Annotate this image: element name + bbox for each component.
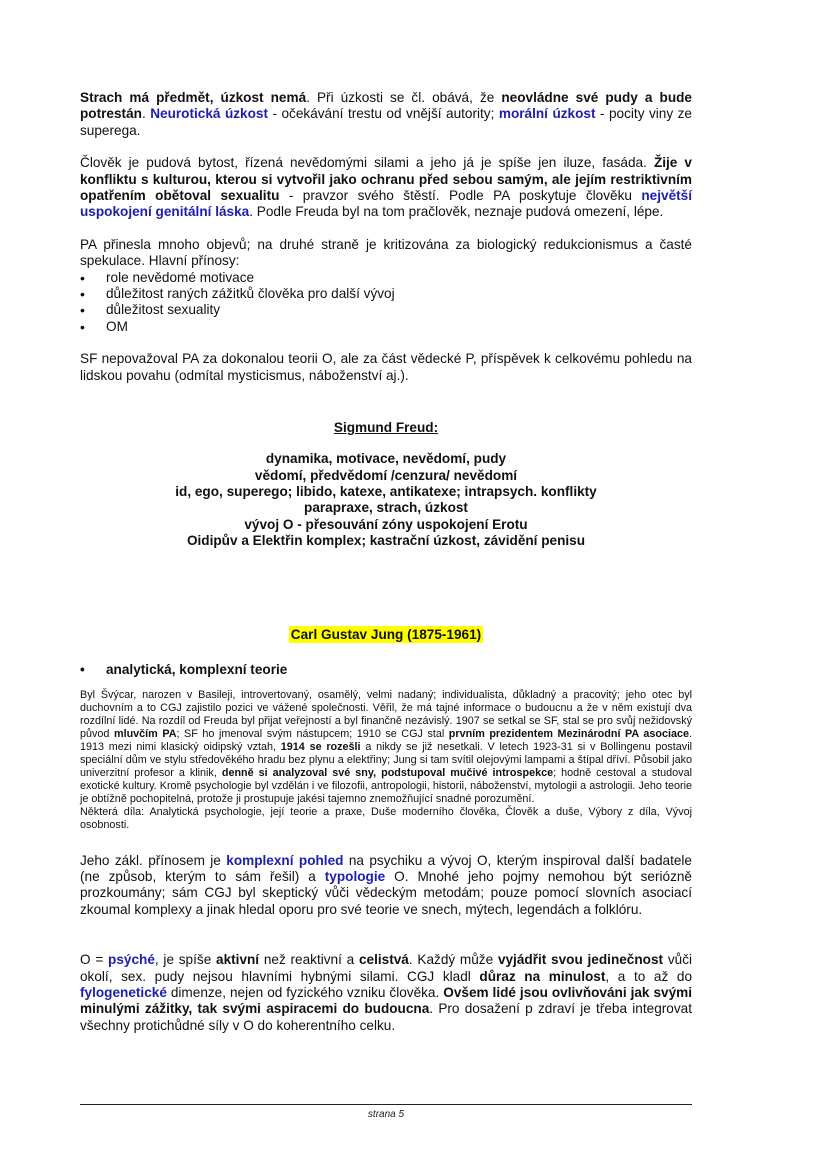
bold-text: důraz na minulost [479, 968, 606, 984]
text: na psychiku a vývoj O, kterým inspiroval další badatele (ne způsob, kterým to sám řešil) a [80, 852, 692, 884]
highlight-term: psýché [108, 952, 155, 968]
keyword-line: dynamika, motivace, nevědomí, pudy [265, 451, 507, 467]
text: . Pro dosažení p zdraví je třeba integrovat všechny protichůdné síly v O do koherentního celku. [80, 1001, 692, 1033]
text: a nikdy se již nesetkali. V letech 1923-31 si v Bollingenu postavil speciální dům ve stylu středověkého hradu bez plynu a elektřiny; Jung si tam svítil olejovými lampami a štípal dříví. Působil jako univerzitní profesor a klinik, [80, 740, 692, 780]
text: Byl Švýcar, narozen v Basileji, introvertovaný, osamělý, velmi nadaný; individualista, důkladný a pracovitý; jeho otec byl duchovním a to CGJ zajistilo pozici ve vážené společnosti. Věřil, že má tajné informace o budoucnu a že v něm existují dva rozdílní lidé. Na rozdíl od Freuda byl přijat veřejností a byl finančně nezávislý. 1907 se setkal se SF, stal se pro svůj nežidovský původ [80, 688, 692, 740]
text: , a to až do [605, 968, 692, 984]
text: vůči okolí, sex. pudy nejsou hlavními hybnými silami. CGJ kladl [80, 952, 693, 984]
bold-text: Strach má předmět, úzkost nemá [80, 90, 307, 105]
bold-text: neovládne své pudy a bude potrestán [80, 90, 692, 122]
text: ; hodně cestoval a studoval exotické kultury. Kromě psychologie byl vzdělán i ve filozofii, antropologii, historii, náboženství, mytologii a astrologii. Jeho teorie je obtížně pochopitelná, protože ji prostupuje jakési tajemno znemožňující snadné porozumění. [80, 767, 692, 806]
text: . Každý může [408, 952, 498, 968]
text: O. Mnohé jeho pojmy nemohou být seriózně prozkoumány; sám CGJ byl skeptický vůči vědeckým metodám; pouze pomocí slovních asociací zkoumal komplexy a jinak hledal oporu pro své teorie ve snech, mýtech, legendách a folklóru. [80, 868, 692, 917]
text: O = [80, 952, 109, 968]
bold-text: 1914 se rozešli [280, 740, 361, 753]
bold-text: celistvá [358, 952, 409, 968]
paragraph-anxiety [80, 90, 692, 139]
highlight-term: komplexní pohled [226, 852, 344, 868]
keyword-line: parapraxe, strach, úzkost [304, 500, 468, 516]
text: . 1913 mezi nimi klasický oidipský vztah, [80, 727, 692, 753]
text: než reaktivní a [259, 952, 359, 968]
document-page [80, 90, 692, 1050]
text: - pravzor svého štěstí. Podle PA poskytuje člověku [279, 188, 642, 204]
paragraph-sf-view: SF nepovažoval PA za dokonalou teorii O, ale za část vědecké P, příspěvek k celkovému pohledu na lidskou povahu (odmítal mysticismus, náboženství aj.). [80, 351, 692, 383]
text: . [141, 106, 151, 122]
bold-text: vyjádřit svou jedinečnost [497, 952, 664, 968]
works-list: Některá díla: Analytická psychologie, její teorie a praxe, Duše moderního člověka, Člověk a duše, Výbory z díla, Vývoj osobnosti. [80, 806, 692, 832]
highlight-term: typologie [324, 868, 386, 884]
list-item: • OM [80, 319, 692, 335]
keyword-line: vývoj O - přesouvání zóny uspokojení Erotu [244, 516, 528, 532]
keyword-line: Oidipův a Elektřin komplex; kastrační úzkost, závidění penisu [186, 533, 586, 549]
highlight-term: Neurotická úzkost [150, 106, 268, 122]
text: Jeho zákl. přínosem je [80, 852, 227, 868]
paragraph-pa-contributions: PA přinesla mnoho objevů; na druhé straně je kritizována za biologický redukcionismus a časté spekulace. Hlavní přínosy: [80, 236, 692, 269]
list-item: • role nevědomé motivace [80, 270, 692, 286]
jung-biography [80, 689, 692, 833]
list-item: • důležitost sexuality [80, 302, 692, 318]
text: ; SF ho jmenoval svým nástupcem; 1910 se CGJ stal [176, 727, 449, 740]
bold-text: prvním prezidentem Mezinárodní PA asociace [448, 727, 689, 740]
paragraph-psyche [80, 952, 692, 1034]
text: dimenze, nejen od fyzického vzniku člověka. [166, 985, 444, 1000]
list-item: • důležitost raných zážitků člověka pro další vývoj [80, 286, 692, 302]
jung-heading-wrap [80, 626, 692, 644]
keyword-line: vědomí, předvědomí /cenzura/ nevědomí [254, 467, 518, 483]
text: Člověk je pudová bytost, řízená nevědomými silami a jeho já je spíše jen iluze, fasáda. [80, 155, 654, 171]
text: - pocity viny ze superega. [80, 106, 692, 138]
freud-heading: Sigmund Freud: [333, 420, 439, 436]
footer-divider [80, 1104, 692, 1105]
text: - očekávání trestu od vnější autority; [268, 106, 499, 122]
jung-theory-bullet: • analytická, komplexní teorie [80, 662, 692, 677]
bold-text: mluvčím PA [113, 727, 177, 740]
freud-keywords [80, 451, 692, 549]
bold-text: Žije v konfliktu s kulturou, kterou si vytvořil jako ochranu před sebou samým, ale jejím restriktivním opatřením obětoval sexualitu [80, 155, 692, 204]
highlight-term: fylogenetické [80, 985, 167, 1000]
bold-text: denně si analyzoval své sny, podstupoval mučivé introspekce [221, 767, 554, 780]
paragraph-jung-contribution [80, 853, 692, 919]
highlight-term: největší uspokojení genitální láska [80, 188, 692, 220]
text: . Při úzkosti se čl. obává, že [306, 90, 502, 105]
text: . Podle Freuda byl na tom pračlověk, neznaje pudová omezení, lépe. [249, 204, 664, 220]
bold-text: aktivní [216, 952, 260, 968]
highlight-term: morální úzkost [498, 106, 596, 122]
page-number: strana 5 [367, 1109, 405, 1120]
paragraph-human-nature [80, 155, 692, 221]
text: , je spíše [154, 952, 217, 968]
bold-text: Ovšem lidé jsou ovlivňováni jak svými minulými zážitky, tak svými aspiracemi do budoucna [80, 985, 692, 1017]
keyword-line: id, ego, superego; libido, katexe, antikatexe; intrapsych. konflikty [175, 483, 597, 499]
jung-heading: Carl Gustav Jung (1875-1961) [290, 626, 482, 642]
contributions-list [80, 270, 692, 336]
